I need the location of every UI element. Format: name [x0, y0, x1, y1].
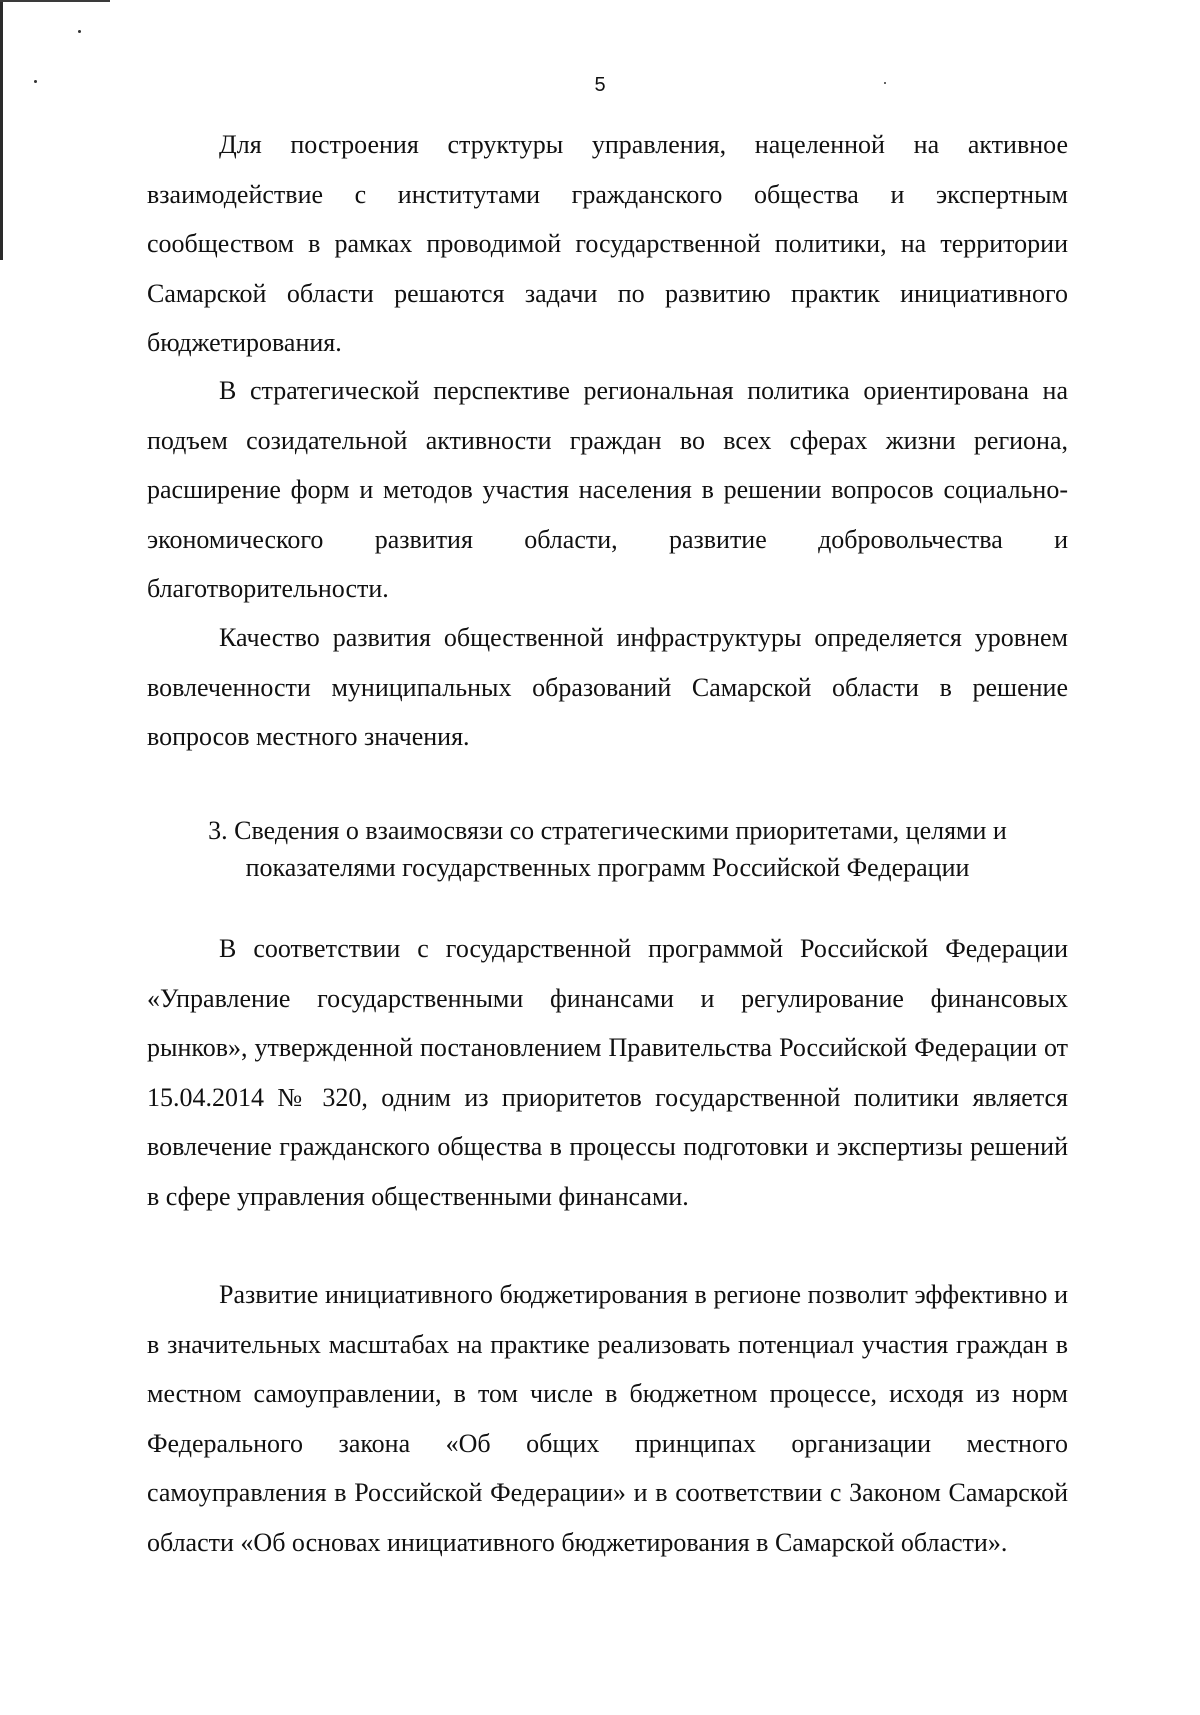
scan-speck — [78, 30, 81, 33]
paragraph-text: В соответствии с государственной программой Российской Федерации «Управление государственными финансами и регулирование финансовых рынков», утвержденной постановлением Правительства Российской Федерации от 15.04.2014 № 320, одним из приоритетов государственной политики является вовлечение гражданского общества в процессы подготовки и экспертизы решений в сфере управления общественными финансами. — [147, 934, 1068, 1211]
page-number: 5 — [594, 74, 606, 96]
body-paragraph — [147, 1270, 1068, 1567]
scan-edge-mark — [0, 0, 3, 260]
section-heading-line: показателями государственных программ Российской Федерации — [245, 853, 970, 882]
body-paragraph — [147, 120, 1068, 368]
scan-top-mark — [0, 0, 110, 2]
section-heading — [147, 812, 1068, 886]
body-paragraph — [147, 366, 1068, 614]
paragraph-text: Качество развития общественной инфраструктуры определяется уровнем вовлеченности муниципальных образований Самарской области в решение вопросов местного значения. — [147, 623, 1068, 751]
paragraph-text: Для построения структуры управления, нацеленной на активное взаимодействие с институтами гражданского общества и экспертным сообществом в рамках проводимой государственной политики, на территории Самарской области решаются задачи по развитию практик инициативного бюджетирования. — [147, 130, 1068, 357]
paragraph-text: В стратегической перспективе региональная политика ориентирована на подъем созидательной активности граждан во всех сферах жизни региона, расширение форм и методов участия населения в решении вопросов социально-экономического развития области, развитие добровольчества и благотворительности. — [147, 376, 1068, 603]
section-heading-line: 3. Сведения о взаимосвязи со стратегическими приоритетами, целями и — [208, 816, 1007, 845]
body-paragraph — [147, 613, 1068, 762]
paragraph-text: Развитие инициативного бюджетирования в регионе позволит эффективно и в значительных масштабах на практике реализовать потенциал участия граждан в местном самоуправлении, в том числе в бюджетном процессе, исходя из норм Федерального закона «Об общих принципах организации местного самоуправления в Российской Федерации» и в соответствии с Законом Самарской области «Об основах инициативного бюджетирования в Самарской области». — [147, 1280, 1068, 1557]
body-paragraph — [147, 924, 1068, 1221]
